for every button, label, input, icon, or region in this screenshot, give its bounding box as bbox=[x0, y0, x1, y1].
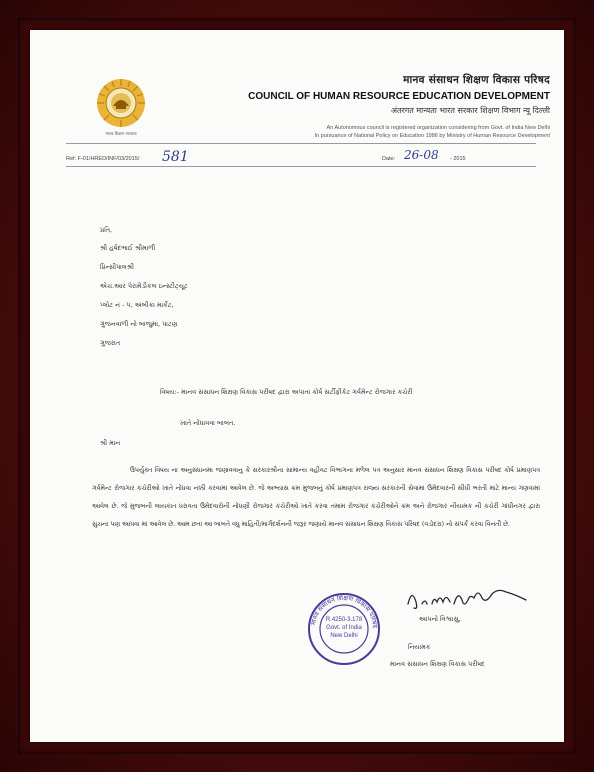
reference-label: Ref: F-01/HRED/INF/03/2015/ bbox=[66, 156, 140, 162]
handwritten-signature bbox=[402, 582, 532, 614]
letter-page bbox=[30, 30, 564, 742]
salutation: શ્રી માન bbox=[100, 439, 121, 447]
letter-body: ઉપર્યુક્ત વિષય ના અનુસંધાનમા જણાવવાનુ કે સરકારશ્રીના સામાન્ય વહીવટ વિભાગના મળેલ પત્ર અનુસાર માનવ સંસાધન શિક્ષણ વિકાસ પરીષદ કોર્ષ પ્રમાણપત્ર ગર્વમેન્ટ રોજગાર કચેરીઓ ખાતે નોંધવા નક્કી કરવામાં આવેલ છે. જે અભ્યાસ ક્રમ મુજબનું કોર્ષ પ્રમાણપત્ર રાજ્ય સરકારની સેવામાં ઉમેદવારની સીધી ભરતી માટે માન્ય ગણવામાં આવેલ છે. જે મુજબની લાયકાત ધરાવતા ઉમેદવારોની નોંધણી રોજગાર કચેરીઓ ખાતે કરવા તમામ રોજગાર કચેરીઓને ક્રમ અને રોજગાર નીયામક ની કચેરી ગાંધીનગર દ્વારા સુચના પણ આપવા માં આવેલ છે. આમ છતા આ બાબતે વધુ માહિતી/માર્ગદર્શનની જરૂર જણાયે માનવ સંસાધન શિક્ષણ વિકાસ પરિષદ (વડોદરા) નો સંપર્ક કરવા વિનંતી છે. bbox=[92, 467, 540, 528]
date-handwritten: 26-08 bbox=[404, 148, 439, 162]
stamp-govt: Govt. of India bbox=[326, 625, 362, 631]
date-label: Date: bbox=[382, 156, 396, 162]
header-note-line-2: In pursuance of National Policy on Education 1986 by Ministry of Human Resource Development bbox=[314, 133, 550, 139]
recipient-line: પ્લોટ નં - ૫, અંબીકા માર્કેટ, bbox=[100, 301, 174, 309]
recipient-line: એચ.આર પેરામેડીકલ ઇન્સ્ટીટ્યૂટ bbox=[100, 282, 188, 290]
reference-divider bbox=[66, 166, 536, 167]
header-note bbox=[315, 124, 550, 140]
stamp-ring-text: मानव संसाधन शिक्षण विकास परिषद bbox=[309, 593, 380, 629]
council-seal-logo bbox=[96, 78, 146, 128]
recipient-line: ગુજરાત bbox=[100, 339, 121, 347]
stamp-reg-number: R.4250-3.178 bbox=[325, 617, 363, 623]
recipient-line: શ્રી હર્ષદભાઈ શ્રીમાળી bbox=[100, 244, 156, 252]
reference-number: 581 bbox=[162, 149, 189, 165]
stamp-city: New Delhi bbox=[330, 633, 358, 639]
signature-organization: માનવ સંસાધન શિક્ષણ વિકાસ પરીષદ bbox=[390, 660, 485, 668]
seal-motto: मानव शिक्षण मानवता bbox=[105, 131, 137, 136]
date-year: - 2015 bbox=[450, 156, 466, 162]
header-note-line-1: An Autonomous council is registered organization considering from Govt. of India New Delhi bbox=[326, 125, 550, 131]
header-title-english: COUNCIL OF HUMAN RESOURCE EDUCATION DEVELOPMENT bbox=[248, 91, 550, 102]
recipient-line: પ્રિન્સીપાલશ્રી bbox=[100, 263, 134, 271]
signature-designation: નિયામક bbox=[408, 643, 431, 651]
stamp-registration bbox=[318, 616, 370, 640]
subject-line: વિષય:- માનવ સંસાધન શિક્ષણ વિકાસ પરીષદ દ્વારા અપાતા કોર્ષ સર્ટીફીકેટ ગર્વમેન્ટ રોજગાર કચેરી bbox=[160, 388, 413, 396]
subject-line-continued: ખાતે નોંધાવવા બાબત. bbox=[180, 419, 236, 427]
header-subtitle-hindi: अंतरगत मान्यता भारत सरकार शिक्षण विभाग न्यू दिल्ली bbox=[390, 106, 550, 115]
header-title-hindi: मानव संसाधन शिक्षण विकास परिषद bbox=[403, 74, 550, 86]
header-divider bbox=[66, 143, 536, 144]
recipient-line: પ્રતિ, bbox=[100, 226, 113, 234]
recipient-line: ગુંજનવાળી નો બાજુમા, પાટણ bbox=[100, 320, 178, 328]
signature-closing: આપનો વિશ્વાસુ, bbox=[419, 615, 461, 623]
